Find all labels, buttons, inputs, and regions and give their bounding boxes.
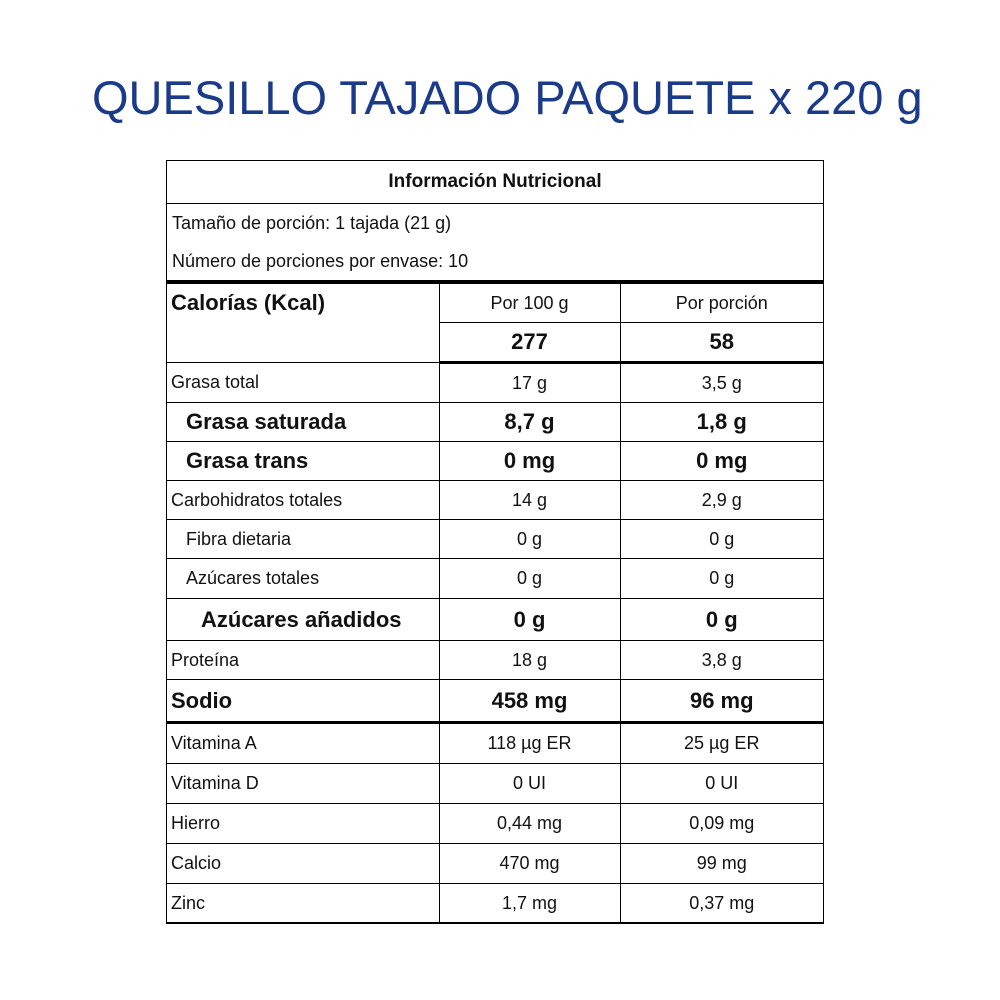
nutrient-name: Calcio	[167, 844, 439, 884]
nutrient-per-100g: 1,7 mg	[439, 884, 620, 923]
nutrient-per-100g: 17 g	[439, 363, 620, 403]
nutrient-per-serving: 0,37 mg	[620, 884, 823, 923]
serving-size: Tamaño de porción: 1 tajada (21 g)	[172, 212, 452, 233]
table-row	[167, 599, 823, 641]
nutrient-name: Azúcares añadidos	[167, 599, 439, 641]
nutrient-name: Azúcares totales	[167, 559, 439, 599]
table-row	[167, 844, 823, 884]
nutrient-per-100g: 18 g	[439, 641, 620, 680]
table-row	[167, 641, 823, 680]
nutrient-name: Hierro	[167, 804, 439, 844]
nutrient-per-serving: 1,8 g	[620, 403, 823, 442]
nutrient-name: Proteína	[167, 641, 439, 680]
table-row	[167, 884, 823, 923]
table-row	[167, 481, 823, 520]
nutrient-per-serving: 3,8 g	[620, 641, 823, 680]
nutrient-per-serving: 3,5 g	[620, 363, 823, 403]
calories-header-row	[167, 284, 823, 323]
nutrient-name: Carbohidratos totales	[167, 481, 439, 520]
calories-per-100g: 277	[439, 323, 620, 363]
nutrient-per-serving: 25 µg ER	[620, 723, 823, 764]
nutrient-per-100g: 0 g	[439, 599, 620, 641]
product-title: QUESILLO TAJADO PAQUETE x 220 g	[92, 71, 923, 124]
nutrient-per-serving: 2,9 g	[620, 481, 823, 520]
nutrient-per-100g: 458 mg	[439, 680, 620, 723]
nutrient-name: Zinc	[167, 884, 439, 923]
nutrient-table	[167, 283, 823, 923]
calories-label: Calorías (Kcal)	[167, 284, 439, 363]
table-row	[167, 559, 823, 599]
nutrient-per-100g: 0 mg	[439, 442, 620, 481]
calories-per-serving: 58	[620, 323, 823, 363]
nutrition-facts-panel	[166, 160, 824, 924]
nutrient-name: Fibra dietaria	[167, 520, 439, 559]
table-row	[167, 403, 823, 442]
nutrient-per-100g: 0,44 mg	[439, 804, 620, 844]
table-row	[167, 442, 823, 481]
nutrient-name: Grasa saturada	[167, 403, 439, 442]
nutrition-heading: Información Nutricional	[167, 161, 823, 204]
nutrient-per-serving: 99 mg	[620, 844, 823, 884]
column-header-per-serving: Por porción	[620, 284, 823, 323]
nutrient-name: Grasa trans	[167, 442, 439, 481]
nutrient-per-100g: 470 mg	[439, 844, 620, 884]
nutrient-per-serving: 0 g	[620, 599, 823, 641]
nutrient-per-serving: 0 g	[620, 520, 823, 559]
table-row	[167, 723, 823, 764]
table-row	[167, 764, 823, 804]
nutrient-per-serving: 0 UI	[620, 764, 823, 804]
nutrient-per-100g: 0 g	[439, 559, 620, 599]
nutrient-per-100g: 8,7 g	[439, 403, 620, 442]
nutrient-per-serving: 0 g	[620, 559, 823, 599]
nutrient-per-serving: 0,09 mg	[620, 804, 823, 844]
servings-per-container: Número de porciones por envase: 10	[167, 242, 823, 283]
table-row	[167, 363, 823, 403]
nutrient-name: Grasa total	[167, 363, 439, 403]
table-row	[167, 680, 823, 723]
table-row	[167, 520, 823, 559]
nutrient-name: Sodio	[167, 680, 439, 723]
column-header-per-100g: Por 100 g	[439, 284, 620, 323]
table-row	[167, 804, 823, 844]
nutrient-per-100g: 0 g	[439, 520, 620, 559]
nutrient-per-100g: 14 g	[439, 481, 620, 520]
nutrient-per-100g: 0 UI	[439, 764, 620, 804]
nutrient-per-serving: 0 mg	[620, 442, 823, 481]
nutrient-name: Vitamina D	[167, 764, 439, 804]
nutrient-name: Vitamina A	[167, 723, 439, 764]
nutrient-per-100g: 118 µg ER	[439, 723, 620, 764]
nutrient-per-serving: 96 mg	[620, 680, 823, 723]
